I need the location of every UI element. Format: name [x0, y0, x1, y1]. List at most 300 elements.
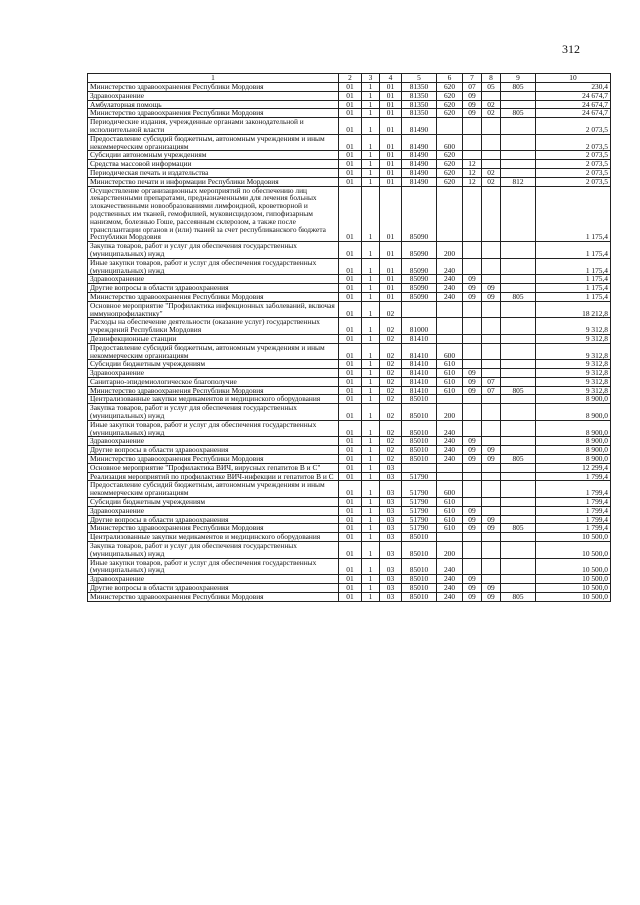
row-name-cell: Здравоохранение — [88, 275, 339, 284]
event-code-cell: 02 — [380, 369, 402, 378]
row-name-cell: Министерство здравоохранения Республики Мордовия — [88, 592, 339, 601]
amount-cell: 9 312,8 — [536, 386, 611, 395]
program-code-cell: 01 — [339, 404, 362, 421]
subsection-code-cell — [482, 542, 501, 559]
ministry-code-cell — [501, 446, 536, 455]
row-name-cell: Иные закупки товаров, работ и услуг для обеспечения государственных (муниципальных) нужд — [88, 420, 339, 437]
event-code-cell: 02 — [380, 343, 402, 360]
section-code-cell — [463, 542, 482, 559]
expense-type-cell: 610 — [437, 360, 463, 369]
section-code-cell — [463, 258, 482, 275]
subprogram-code-cell: 1 — [362, 455, 380, 464]
program-code-cell: 01 — [339, 301, 362, 318]
row-name-cell: Другие вопросы в области здравоохранения — [88, 446, 339, 455]
direction-code-cell: 85010 — [402, 592, 437, 601]
amount-cell: 24 674,7 — [536, 100, 611, 109]
program-code-cell: 01 — [339, 506, 362, 515]
subsection-code-cell: 09 — [482, 524, 501, 533]
direction-code-cell: 51790 — [402, 515, 437, 524]
section-code-cell — [463, 558, 482, 575]
subsection-code-cell — [482, 118, 501, 135]
amount-cell: 1 799,4 — [536, 472, 611, 481]
direction-code-cell: 81410 — [402, 369, 437, 378]
event-code-cell: 02 — [380, 437, 402, 446]
expense-type-cell: 240 — [437, 258, 463, 275]
event-code-cell: 03 — [380, 542, 402, 559]
table-row — [88, 151, 611, 160]
table-row — [88, 242, 611, 259]
ministry-code-cell — [501, 168, 536, 177]
table-row — [88, 334, 611, 343]
program-code-cell: 01 — [339, 377, 362, 386]
section-code-cell: 09 — [463, 506, 482, 515]
row-name-cell: Здравоохранение — [88, 575, 339, 584]
section-code-cell: 09 — [463, 446, 482, 455]
program-code-cell: 01 — [339, 360, 362, 369]
section-code-cell: 09 — [463, 100, 482, 109]
direction-code-cell: 85010 — [402, 420, 437, 437]
direction-code-cell: 85090 — [402, 242, 437, 259]
ministry-code-cell: 805 — [501, 455, 536, 464]
direction-code-cell: 81490 — [402, 118, 437, 135]
table-row — [88, 395, 611, 404]
section-code-cell: 09 — [463, 377, 482, 386]
subsection-code-cell — [482, 498, 501, 507]
amount-cell: 8 900,0 — [536, 437, 611, 446]
program-code-cell: 01 — [339, 524, 362, 533]
table-row — [88, 524, 611, 533]
event-code-cell: 03 — [380, 498, 402, 507]
section-code-cell: 09 — [463, 524, 482, 533]
expense-type-cell: 620 — [437, 151, 463, 160]
subprogram-code-cell: 1 — [362, 515, 380, 524]
program-code-cell: 01 — [339, 498, 362, 507]
subsection-code-cell — [482, 481, 501, 498]
subprogram-code-cell: 1 — [362, 91, 380, 100]
row-name-cell: Министерство здравоохранения Республики Мордовия — [88, 386, 339, 395]
subprogram-code-cell: 1 — [362, 395, 380, 404]
row-name-cell: Иные закупки товаров, работ и услуг для обеспечения государственных (муниципальных) нужд — [88, 258, 339, 275]
subsection-code-cell: 09 — [482, 446, 501, 455]
row-name-cell: Закупка товаров, работ и услуг для обеспечения государственных (муниципальных) нужд — [88, 404, 339, 421]
expense-type-cell: 240 — [437, 275, 463, 284]
subsection-code-cell: 09 — [482, 592, 501, 601]
subsection-code-cell — [482, 395, 501, 404]
expense-type-cell: 620 — [437, 177, 463, 186]
expense-type-cell: 240 — [437, 437, 463, 446]
section-code-cell — [463, 404, 482, 421]
direction-code-cell: 85090 — [402, 292, 437, 301]
table-row — [88, 343, 611, 360]
row-name-cell: Министерство здравоохранения Республики Мордовия — [88, 455, 339, 464]
program-code-cell: 01 — [339, 455, 362, 464]
amount-cell: 10 500,0 — [536, 533, 611, 542]
expense-type-cell: 240 — [437, 284, 463, 293]
event-code-cell: 02 — [380, 334, 402, 343]
program-code-cell: 01 — [339, 542, 362, 559]
subprogram-code-cell: 1 — [362, 404, 380, 421]
program-code-cell: 01 — [339, 292, 362, 301]
row-name-cell: Основное мероприятие "Профилактика ВИЧ, вирусных гепатитов В и С" — [88, 463, 339, 472]
expense-type-cell: 240 — [437, 558, 463, 575]
table-row — [88, 91, 611, 100]
section-code-cell — [463, 360, 482, 369]
row-name-cell: Осуществление организационных мероприятий по обеспечению лиц лекарственными препаратами, предназначенными для лечения больных злокачественными новообразованиями лимфоидной, кроветворной и родственных им тканей, гемофилией, муковисцидозом, гипофизарным нанизмом, болезнью Гоше, рассеянным склерозом, а также после трансплантации органов и (или) тканей за счет республиканского бюджета Республики Мордовия — [88, 186, 339, 242]
row-name-cell: Здравоохранение — [88, 91, 339, 100]
program-code-cell: 01 — [339, 318, 362, 335]
amount-cell: 2 073,5 — [536, 168, 611, 177]
subprogram-code-cell: 1 — [362, 334, 380, 343]
direction-code-cell: 81350 — [402, 100, 437, 109]
subsection-code-cell — [482, 186, 501, 242]
section-code-cell — [463, 343, 482, 360]
direction-code-cell: 85010 — [402, 455, 437, 464]
program-code-cell: 01 — [339, 386, 362, 395]
column-header: 3 — [362, 74, 380, 83]
subprogram-code-cell: 1 — [362, 472, 380, 481]
section-code-cell — [463, 134, 482, 151]
expense-type-cell: 610 — [437, 498, 463, 507]
event-code-cell: 01 — [380, 91, 402, 100]
row-name-cell: Расходы на обеспечение деятельности (оказание услуг) государственных учреждений Республики Мордовия — [88, 318, 339, 335]
direction-code-cell — [402, 301, 437, 318]
ministry-code-cell — [501, 360, 536, 369]
subprogram-code-cell: 1 — [362, 369, 380, 378]
direction-code-cell: 51790 — [402, 481, 437, 498]
amount-cell: 10 500,0 — [536, 592, 611, 601]
expense-type-cell: 240 — [437, 575, 463, 584]
section-code-cell: 09 — [463, 592, 482, 601]
direction-code-cell: 85010 — [402, 558, 437, 575]
ministry-code-cell — [501, 542, 536, 559]
row-name-cell: Другие вопросы в области здравоохранения — [88, 515, 339, 524]
subsection-code-cell: 02 — [482, 100, 501, 109]
table-row — [88, 369, 611, 378]
ministry-code-cell — [501, 258, 536, 275]
section-code-cell: 12 — [463, 168, 482, 177]
section-code-cell: 09 — [463, 369, 482, 378]
direction-code-cell: 51790 — [402, 524, 437, 533]
table-row — [88, 515, 611, 524]
subprogram-code-cell: 1 — [362, 242, 380, 259]
subsection-code-cell — [482, 151, 501, 160]
event-code-cell: 01 — [380, 186, 402, 242]
row-name-cell: Субсидии автономным учреждениям — [88, 151, 339, 160]
event-code-cell: 02 — [380, 360, 402, 369]
ministry-code-cell — [501, 515, 536, 524]
amount-cell: 10 500,0 — [536, 542, 611, 559]
amount-cell: 1 175,4 — [536, 292, 611, 301]
ministry-code-cell — [501, 369, 536, 378]
expense-type-cell: 240 — [437, 420, 463, 437]
section-code-cell — [463, 118, 482, 135]
program-code-cell: 01 — [339, 160, 362, 169]
section-code-cell: 07 — [463, 83, 482, 92]
row-name-cell: Министерство здравоохранения Республики Мордовия — [88, 83, 339, 92]
row-name-cell: Централизованные закупки медикаментов и медицинского оборудования — [88, 395, 339, 404]
subsection-code-cell — [482, 463, 501, 472]
subprogram-code-cell: 1 — [362, 109, 380, 118]
ministry-code-cell — [501, 558, 536, 575]
amount-cell: 1 799,4 — [536, 524, 611, 533]
column-header: 2 — [339, 74, 362, 83]
direction-code-cell: 81490 — [402, 134, 437, 151]
amount-cell: 2 073,5 — [536, 177, 611, 186]
subsection-code-cell — [482, 506, 501, 515]
ministry-code-cell — [501, 584, 536, 593]
subsection-code-cell: 09 — [482, 584, 501, 593]
direction-code-cell: 85010 — [402, 404, 437, 421]
table-row — [88, 118, 611, 135]
event-code-cell: 03 — [380, 472, 402, 481]
expense-type-cell: 620 — [437, 160, 463, 169]
section-code-cell: 09 — [463, 575, 482, 584]
expense-type-cell: 610 — [437, 386, 463, 395]
table-row — [88, 83, 611, 92]
row-name-cell: Предоставление субсидий бюджетным, автономным учреждениям и иным некоммерческим организациям — [88, 343, 339, 360]
program-code-cell: 01 — [339, 134, 362, 151]
subsection-code-cell — [482, 369, 501, 378]
section-code-cell — [463, 318, 482, 335]
program-code-cell: 01 — [339, 177, 362, 186]
subsection-code-cell — [482, 575, 501, 584]
direction-code-cell: 85090 — [402, 284, 437, 293]
ministry-code-cell: 805 — [501, 109, 536, 118]
budget-table — [87, 73, 611, 602]
subsection-code-cell — [482, 334, 501, 343]
column-header: 1 — [88, 74, 339, 83]
subsection-code-cell — [482, 472, 501, 481]
event-code-cell: 01 — [380, 109, 402, 118]
section-code-cell — [463, 301, 482, 318]
expense-type-cell: 240 — [437, 292, 463, 301]
program-code-cell: 01 — [339, 515, 362, 524]
row-name-cell: Субсидии бюджетным учреждениям — [88, 498, 339, 507]
row-name-cell: Дезинфекционные станции — [88, 334, 339, 343]
program-code-cell: 01 — [339, 575, 362, 584]
subsection-code-cell: 05 — [482, 83, 501, 92]
amount-cell: 18 212,8 — [536, 301, 611, 318]
amount-cell: 1 175,4 — [536, 242, 611, 259]
table-row — [88, 592, 611, 601]
table-row — [88, 318, 611, 335]
table-row — [88, 258, 611, 275]
event-code-cell: 01 — [380, 258, 402, 275]
expense-type-cell — [437, 318, 463, 335]
subprogram-code-cell: 1 — [362, 524, 380, 533]
direction-code-cell: 81490 — [402, 151, 437, 160]
event-code-cell: 03 — [380, 481, 402, 498]
row-name-cell: Субсидии бюджетным учреждениям — [88, 360, 339, 369]
subsection-code-cell — [482, 404, 501, 421]
amount-cell: 2 073,5 — [536, 118, 611, 135]
table-row — [88, 377, 611, 386]
table-row — [88, 455, 611, 464]
table-row — [88, 446, 611, 455]
program-code-cell: 01 — [339, 369, 362, 378]
page-number: 312 — [562, 42, 580, 56]
subsection-code-cell — [482, 437, 501, 446]
amount-cell: 9 312,8 — [536, 360, 611, 369]
ministry-code-cell — [501, 481, 536, 498]
expense-type-cell — [437, 118, 463, 135]
event-code-cell: 01 — [380, 83, 402, 92]
column-header: 7 — [463, 74, 482, 83]
column-header: 10 — [536, 74, 611, 83]
subprogram-code-cell: 1 — [362, 481, 380, 498]
amount-cell: 1 175,4 — [536, 284, 611, 293]
ministry-code-cell — [501, 134, 536, 151]
expense-type-cell — [437, 186, 463, 242]
subprogram-code-cell: 1 — [362, 258, 380, 275]
program-code-cell: 01 — [339, 533, 362, 542]
direction-code-cell: 85090 — [402, 258, 437, 275]
event-code-cell: 01 — [380, 118, 402, 135]
expense-type-cell: 610 — [437, 515, 463, 524]
table-row — [88, 506, 611, 515]
subprogram-code-cell: 1 — [362, 134, 380, 151]
row-name-cell: Предоставление субсидий бюджетным, автономным учреждениям и иным некоммерческим организациям — [88, 481, 339, 498]
expense-type-cell — [437, 463, 463, 472]
section-code-cell: 09 — [463, 91, 482, 100]
expense-type-cell — [437, 334, 463, 343]
row-name-cell: Централизованные закупки медикаментов и медицинского оборудования — [88, 533, 339, 542]
row-name-cell: Периодические издания, учрежденные органами законодательной и исполнительной власти — [88, 118, 339, 135]
amount-cell: 12 299,4 — [536, 463, 611, 472]
ministry-code-cell — [501, 343, 536, 360]
amount-cell: 9 312,8 — [536, 369, 611, 378]
subprogram-code-cell: 1 — [362, 151, 380, 160]
program-code-cell: 01 — [339, 420, 362, 437]
amount-cell: 1 175,4 — [536, 275, 611, 284]
column-header: 8 — [482, 74, 501, 83]
section-code-cell: 12 — [463, 160, 482, 169]
ministry-code-cell — [501, 463, 536, 472]
table-row — [88, 177, 611, 186]
subsection-code-cell: 02 — [482, 177, 501, 186]
expense-type-cell: 240 — [437, 455, 463, 464]
subsection-code-cell — [482, 134, 501, 151]
program-code-cell: 01 — [339, 343, 362, 360]
event-code-cell: 02 — [380, 318, 402, 335]
program-code-cell: 01 — [339, 481, 362, 498]
row-name-cell: Здравоохранение — [88, 506, 339, 515]
expense-type-cell: 240 — [437, 584, 463, 593]
table-row — [88, 160, 611, 169]
table-row — [88, 292, 611, 301]
subsection-code-cell — [482, 160, 501, 169]
section-code-cell: 09 — [463, 515, 482, 524]
subsection-code-cell — [482, 533, 501, 542]
ministry-code-cell — [501, 506, 536, 515]
program-code-cell: 01 — [339, 584, 362, 593]
event-code-cell: 03 — [380, 558, 402, 575]
expense-type-cell: 240 — [437, 592, 463, 601]
amount-cell: 1 799,4 — [536, 506, 611, 515]
subsection-code-cell — [482, 343, 501, 360]
ministry-code-cell — [501, 377, 536, 386]
row-name-cell: Основное мероприятие "Профилактика инфекционных заболеваний, включая иммунопрофилактику" — [88, 301, 339, 318]
expense-type-cell: 600 — [437, 481, 463, 498]
table-row — [88, 584, 611, 593]
amount-cell: 8 900,0 — [536, 395, 611, 404]
ministry-code-cell — [501, 575, 536, 584]
table-header-row — [88, 74, 611, 83]
ministry-code-cell — [501, 118, 536, 135]
section-code-cell: 09 — [463, 292, 482, 301]
subprogram-code-cell: 1 — [362, 420, 380, 437]
section-code-cell — [463, 334, 482, 343]
ministry-code-cell: 805 — [501, 292, 536, 301]
event-code-cell: 03 — [380, 533, 402, 542]
table-row — [88, 168, 611, 177]
direction-code-cell: 51790 — [402, 506, 437, 515]
section-code-cell: 09 — [463, 584, 482, 593]
table-row — [88, 109, 611, 118]
subsection-code-cell — [482, 318, 501, 335]
subsection-code-cell — [482, 258, 501, 275]
subprogram-code-cell: 1 — [362, 318, 380, 335]
table-row — [88, 186, 611, 242]
amount-cell: 1 175,4 — [536, 186, 611, 242]
subprogram-code-cell: 1 — [362, 292, 380, 301]
row-name-cell: Предоставление субсидий бюджетным, автономным учреждениям и иным некоммерческим организациям — [88, 134, 339, 151]
section-code-cell: 09 — [463, 437, 482, 446]
event-code-cell: 02 — [380, 377, 402, 386]
row-name-cell: Другие вопросы в области здравоохранения — [88, 284, 339, 293]
ministry-code-cell — [501, 151, 536, 160]
direction-code-cell: 81350 — [402, 109, 437, 118]
subsection-code-cell — [482, 420, 501, 437]
program-code-cell: 01 — [339, 258, 362, 275]
row-name-cell: Министерство печати и информации Республики Мордовия — [88, 177, 339, 186]
event-code-cell: 02 — [380, 455, 402, 464]
direction-code-cell: 85010 — [402, 446, 437, 455]
event-code-cell: 03 — [380, 515, 402, 524]
amount-cell: 24 674,7 — [536, 91, 611, 100]
direction-code-cell: 85090 — [402, 275, 437, 284]
row-name-cell: Министерство здравоохранения Республики Мордовия — [88, 524, 339, 533]
subsection-code-cell: 09 — [482, 284, 501, 293]
table-row — [88, 100, 611, 109]
subsection-code-cell: 09 — [482, 455, 501, 464]
program-code-cell: 01 — [339, 100, 362, 109]
event-code-cell: 02 — [380, 420, 402, 437]
expense-type-cell — [437, 301, 463, 318]
section-code-cell — [463, 186, 482, 242]
row-name-cell: Здравоохранение — [88, 437, 339, 446]
ministry-code-cell — [501, 404, 536, 421]
subprogram-code-cell: 1 — [362, 377, 380, 386]
section-code-cell — [463, 151, 482, 160]
subprogram-code-cell: 1 — [362, 506, 380, 515]
program-code-cell: 01 — [339, 437, 362, 446]
program-code-cell: 01 — [339, 463, 362, 472]
program-code-cell: 01 — [339, 446, 362, 455]
event-code-cell: 02 — [380, 446, 402, 455]
row-name-cell: Санитарно-эпидемиологическое благополучие — [88, 377, 339, 386]
table-row — [88, 498, 611, 507]
program-code-cell: 01 — [339, 91, 362, 100]
table-row — [88, 404, 611, 421]
table-row — [88, 386, 611, 395]
expense-type-cell: 600 — [437, 134, 463, 151]
event-code-cell: 03 — [380, 592, 402, 601]
subprogram-code-cell: 1 — [362, 498, 380, 507]
direction-code-cell: 81490 — [402, 177, 437, 186]
amount-cell: 8 900,0 — [536, 446, 611, 455]
subsection-code-cell: 09 — [482, 515, 501, 524]
